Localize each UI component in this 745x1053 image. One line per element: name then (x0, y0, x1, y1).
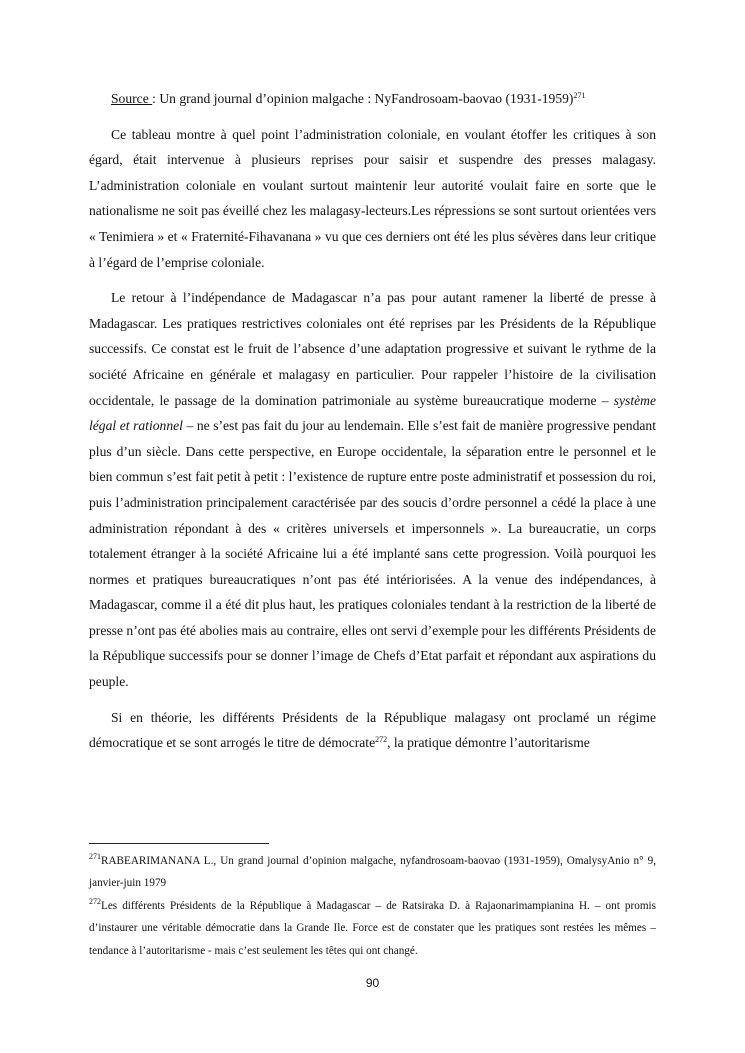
paragraph-2-text-b: – ne s’est pas fait du jour au lendemain. Elle s’est fait de manière progressive pendant plus d’un siècle. Dans cette perspective, en Europe occidentale, la séparation entre le personnel et le bien commun s’est fait petit à petit : l’existence de rupture entre poste administratif et possession du roi, puis l’administration principalement caractérisée par des soucis d’ordre personnel a cédé la place à une administration répondant à des « critères universels et impersonnels ». La bureaucratie, un corps totalement étranger à la société Africaine lui a été implanté sans cette progression. Voilà pourquoi les normes et pratiques bureaucratiques n’ont pas été intériorisées. A la venue des indépendances, à Madagascar, comme il a été dit plus haut, les pratiques coloniales tendant à la restriction de la liberté de presse n’ont pas été abolies mais au contraire, elles ont servi d’exemple pour les différents Présidents de la République successifs pour se donner l’image de Chefs d’Etat parfait et répondant aux aspirations du peuple. (89, 418, 657, 690)
source-line (89, 86, 656, 112)
page-number: 90 (365, 976, 380, 990)
footnote-text: RABEARIMANANA L., Un grand journal d’opinion malgache, nyfandrosoam-baovao (1931-1959), OmalysyAnio n° 9, janvier-juin 1979 (89, 855, 656, 890)
footnote-272 (89, 895, 656, 962)
footnote-271 (89, 850, 656, 895)
footnote-ref-272[interactable]: 272 (375, 735, 388, 745)
paragraph-2-text-a: Le retour à l’indépendance de Madagascar n’a pas pour autant ramener la liberté de presse à Madagascar. Les pratiques restrictives coloniales ont été reprises par les Présidents de la République successifs. Ce constat est le fruit de l’absence d’une adaptation progressive et suivant le rythme de la société Africaine en générale et malagasy en particulier. Pour rappeler l’histoire de la civilisation occidentale, le passage de la domination patrimoniale au système bureaucratique moderne – (89, 290, 656, 408)
body-text (89, 86, 656, 766)
paragraph-3-text-b: , la pratique démontre l’autoritarisme (387, 735, 590, 751)
source-label: Source (111, 91, 153, 106)
footnote-text: Les différents Présidents de la République à Madagascar – de Ratsiraka D. à Rajaonarimampianina H. – ont promis d’instaurer une véritable démocratie dans la Grande Ile. Force est de constater que les pratiques sont restées les mêmes – tendance à l’autoritarisme - mais c’est seulement les têtes qui ont changé. (89, 899, 656, 957)
footnotes (89, 850, 656, 962)
paragraph-1: Ce tableau montre à quel point l’administration coloniale, en voulant étoffer les critiques à son égard, était intervenue à plusieurs reprises pour saisir et suspendre des presses malagasy. L’administration coloniale en voulant surtout maintenir leur autorité voulait faire en sorte que le nationalisme ne soit pas éveillé chez les malagasy-lecteurs.Les répressions se sont surtout orientées vers « Tenimiera » et « Fraternité-Fihavanana » vu que ces derniers ont été les plus sévères dans leur critique à l’égard de l’emprise coloniale. (89, 126, 656, 270)
paragraph-3 (89, 705, 656, 756)
paragraph-3-text-a: Si en théorie, les différents Présidents de la République malagasy ont proclamé un régime démocratique et se sont arrogés le titre de démocrate (89, 709, 656, 751)
source-text: : Un grand journal d’opinion malgache : NyFandrosoam-baovao (1931-1959) (152, 91, 574, 106)
footnote-ref-271[interactable]: 271 (573, 91, 586, 100)
footnote-separator (89, 843, 269, 844)
footnote-number: 272 (89, 896, 101, 906)
paragraph-2-italic: système légal et rationnel (89, 392, 656, 434)
paragraph-2 (89, 285, 656, 695)
footnote-number: 271 (89, 852, 101, 861)
